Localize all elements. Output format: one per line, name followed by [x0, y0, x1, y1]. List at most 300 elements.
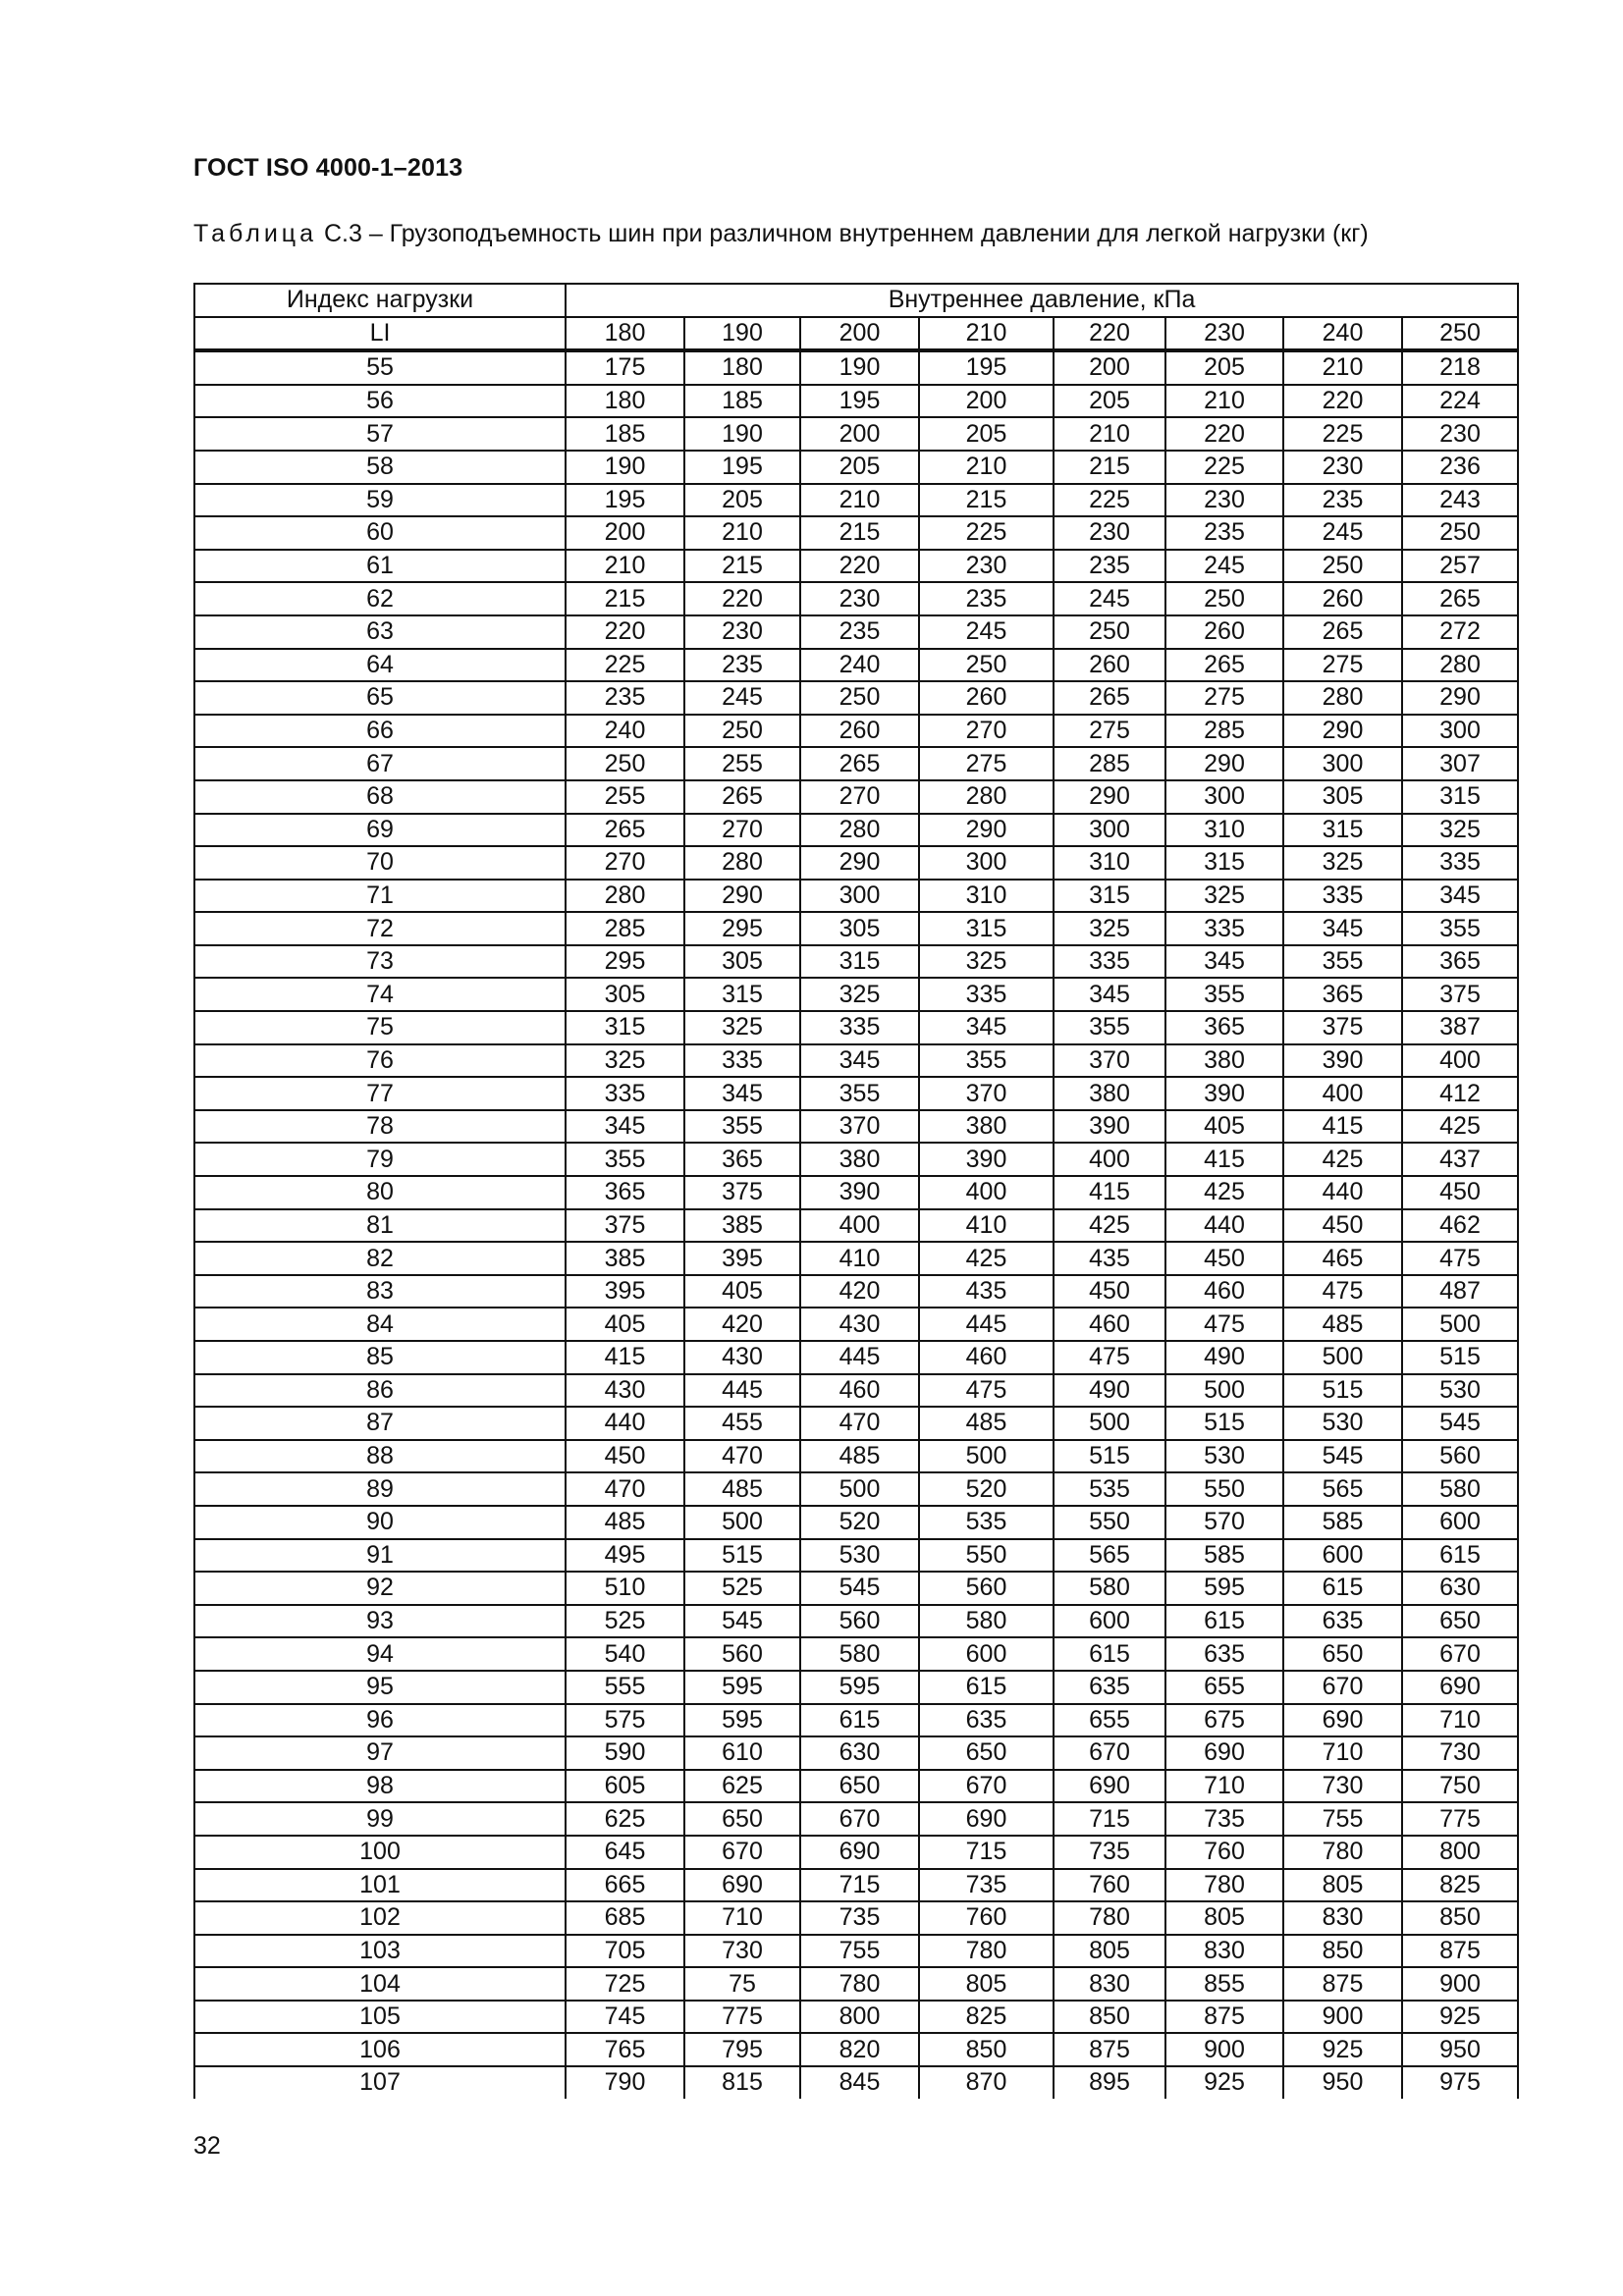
- load-capacity-cell: 530: [1402, 1374, 1518, 1408]
- load-capacity-cell: 295: [566, 945, 684, 979]
- load-capacity-cell: 975: [1402, 2066, 1518, 2099]
- load-capacity-cell: 500: [919, 1440, 1054, 1473]
- load-capacity-cell: 460: [1054, 1308, 1165, 1341]
- pressure-column-header: 190: [684, 317, 800, 351]
- load-index-cell: 96: [194, 1704, 566, 1737]
- load-capacity-cell: 250: [1283, 550, 1402, 583]
- load-index-cell: 90: [194, 1506, 566, 1539]
- load-capacity-cell: 255: [684, 747, 800, 780]
- load-capacity-cell: 235: [1165, 516, 1283, 550]
- load-capacity-cell: 245: [1165, 550, 1283, 583]
- load-capacity-cell: 650: [800, 1770, 919, 1803]
- load-capacity-cell: 345: [566, 1110, 684, 1144]
- load-capacity-cell: 245: [1054, 582, 1165, 615]
- load-capacity-cell: 355: [1283, 945, 1402, 979]
- load-capacity-cell: 380: [919, 1110, 1054, 1144]
- load-capacity-cell: 290: [1402, 681, 1518, 715]
- load-capacity-cell: 370: [1054, 1044, 1165, 1078]
- load-capacity-cell: 550: [1165, 1472, 1283, 1506]
- load-capacity-cell: 690: [800, 1836, 919, 1869]
- load-capacity-cell: 565: [1054, 1539, 1165, 1573]
- load-capacity-cell: 400: [1402, 1044, 1518, 1078]
- load-capacity-cell: 240: [800, 649, 919, 682]
- load-capacity-table: [193, 283, 1519, 2099]
- table-row: [194, 2066, 1518, 2099]
- load-capacity-cell: 530: [800, 1539, 919, 1573]
- load-capacity-cell: 655: [1054, 1704, 1165, 1737]
- load-capacity-cell: 565: [1283, 1472, 1402, 1506]
- load-index-cell: 106: [194, 2033, 566, 2066]
- load-capacity-cell: 305: [800, 912, 919, 945]
- load-capacity-cell: 390: [800, 1176, 919, 1209]
- load-capacity-cell: 280: [566, 880, 684, 913]
- load-capacity-cell: 485: [684, 1472, 800, 1506]
- table-row: [194, 1440, 1518, 1473]
- load-capacity-cell: 250: [1165, 582, 1283, 615]
- load-capacity-cell: 545: [800, 1572, 919, 1605]
- load-capacity-cell: 315: [1165, 846, 1283, 880]
- load-capacity-cell: 236: [1402, 451, 1518, 484]
- load-capacity-cell: 825: [919, 2001, 1054, 2034]
- table-row: [194, 1077, 1518, 1110]
- load-capacity-cell: 215: [919, 484, 1054, 517]
- load-capacity-cell: 510: [566, 1572, 684, 1605]
- load-capacity-cell: 495: [566, 1539, 684, 1573]
- load-capacity-cell: 260: [1283, 582, 1402, 615]
- load-index-cell: 58: [194, 451, 566, 484]
- load-capacity-cell: 224: [1402, 385, 1518, 418]
- load-capacity-cell: 190: [684, 417, 800, 451]
- load-capacity-cell: 370: [800, 1110, 919, 1144]
- load-capacity-cell: 870: [919, 2066, 1054, 2099]
- load-capacity-cell: 265: [800, 747, 919, 780]
- table-row: [194, 1044, 1518, 1078]
- table-row: [194, 1176, 1518, 1209]
- load-capacity-cell: 760: [1165, 1836, 1283, 1869]
- load-capacity-cell: 615: [1054, 1637, 1165, 1671]
- load-capacity-cell: 325: [684, 1011, 800, 1044]
- load-capacity-cell: 280: [919, 780, 1054, 814]
- load-capacity-cell: 215: [566, 582, 684, 615]
- load-capacity-cell: 390: [1165, 1077, 1283, 1110]
- load-capacity-cell: 450: [1283, 1209, 1402, 1243]
- load-capacity-cell: 425: [1165, 1176, 1283, 1209]
- load-capacity-cell: 295: [684, 912, 800, 945]
- table-row: [194, 1209, 1518, 1243]
- load-capacity-cell: 265: [1165, 649, 1283, 682]
- load-capacity-cell: 205: [800, 451, 919, 484]
- load-capacity-cell: 405: [566, 1308, 684, 1341]
- load-capacity-cell: 540: [566, 1637, 684, 1671]
- load-capacity-cell: 525: [684, 1572, 800, 1605]
- load-capacity-cell: 240: [566, 715, 684, 748]
- load-capacity-cell: 210: [1054, 417, 1165, 451]
- load-capacity-cell: 435: [919, 1275, 1054, 1308]
- load-capacity-cell: 270: [919, 715, 1054, 748]
- load-capacity-cell: 715: [800, 1869, 919, 1902]
- load-index-cell: 74: [194, 978, 566, 1011]
- load-capacity-cell: 735: [1054, 1836, 1165, 1869]
- table-caption-text: С.3 – Грузоподъемность шин при различном внутреннем давлении для легкой нагрузки (кг): [317, 220, 1369, 247]
- load-capacity-cell: 685: [566, 1901, 684, 1935]
- load-capacity-cell: 220: [566, 615, 684, 649]
- load-capacity-cell: 315: [1054, 880, 1165, 913]
- table-row: [194, 1704, 1518, 1737]
- load-capacity-cell: 560: [919, 1572, 1054, 1605]
- load-capacity-cell: 485: [566, 1506, 684, 1539]
- load-capacity-cell: 275: [1283, 649, 1402, 682]
- load-capacity-cell: 490: [1165, 1341, 1283, 1374]
- load-capacity-cell: 800: [800, 2001, 919, 2034]
- load-capacity-cell: 925: [1402, 2001, 1518, 2034]
- load-capacity-cell: 200: [566, 516, 684, 550]
- load-capacity-cell: 365: [1165, 1011, 1283, 1044]
- load-capacity-cell: 260: [919, 681, 1054, 715]
- load-capacity-cell: 400: [800, 1209, 919, 1243]
- load-capacity-cell: 235: [800, 615, 919, 649]
- table-row: [194, 1605, 1518, 1638]
- table-row: [194, 615, 1518, 649]
- load-capacity-cell: 230: [1283, 451, 1402, 484]
- pressure-column-header: 210: [919, 317, 1054, 351]
- load-index-cell: 81: [194, 1209, 566, 1243]
- table-row: [194, 1308, 1518, 1341]
- load-capacity-cell: 235: [566, 681, 684, 715]
- load-index-cell: 78: [194, 1110, 566, 1144]
- load-capacity-cell: 900: [1165, 2033, 1283, 2066]
- table-row: [194, 1802, 1518, 1836]
- load-capacity-cell: 205: [1165, 350, 1283, 385]
- load-capacity-cell: 200: [800, 417, 919, 451]
- table-row: [194, 747, 1518, 780]
- load-capacity-cell: 425: [1054, 1209, 1165, 1243]
- table-row: [194, 1736, 1518, 1770]
- load-capacity-cell: 775: [684, 2001, 800, 2034]
- load-capacity-cell: 250: [919, 649, 1054, 682]
- load-capacity-cell: 900: [1402, 1967, 1518, 2001]
- load-capacity-cell: 460: [1165, 1275, 1283, 1308]
- load-capacity-cell: 300: [1054, 814, 1165, 847]
- load-capacity-cell: 560: [800, 1605, 919, 1638]
- load-capacity-cell: 185: [684, 385, 800, 418]
- load-capacity-cell: 437: [1402, 1143, 1518, 1176]
- load-capacity-cell: 650: [919, 1736, 1054, 1770]
- load-capacity-cell: 815: [684, 2066, 800, 2099]
- load-capacity-cell: 585: [1283, 1506, 1402, 1539]
- table-row: [194, 1836, 1518, 1869]
- load-capacity-cell: 225: [1283, 417, 1402, 451]
- load-capacity-cell: 387: [1402, 1011, 1518, 1044]
- load-capacity-cell: 425: [1283, 1143, 1402, 1176]
- load-capacity-cell: 445: [919, 1308, 1054, 1341]
- table-row: [194, 1341, 1518, 1374]
- load-index-cell: 55: [194, 350, 566, 385]
- table-row: [194, 1242, 1518, 1275]
- load-capacity-cell: 300: [1165, 780, 1283, 814]
- load-capacity-cell: 735: [800, 1901, 919, 1935]
- table-row: [194, 1637, 1518, 1671]
- load-capacity-cell: 220: [684, 582, 800, 615]
- load-capacity-cell: 535: [1054, 1472, 1165, 1506]
- load-capacity-cell: 195: [684, 451, 800, 484]
- load-capacity-cell: 185: [566, 417, 684, 451]
- load-capacity-cell: 515: [1402, 1341, 1518, 1374]
- load-capacity-cell: 455: [684, 1407, 800, 1440]
- load-capacity-cell: 235: [1283, 484, 1402, 517]
- load-capacity-cell: 500: [1054, 1407, 1165, 1440]
- load-capacity-cell: 630: [1402, 1572, 1518, 1605]
- load-capacity-cell: 780: [800, 1967, 919, 2001]
- table-row: [194, 945, 1518, 979]
- load-capacity-cell: 345: [684, 1077, 800, 1110]
- pressure-header: Внутреннее давление, кПа: [566, 284, 1518, 317]
- load-capacity-cell: 635: [919, 1704, 1054, 1737]
- load-capacity-cell: 670: [1283, 1671, 1402, 1704]
- load-capacity-cell: 780: [1054, 1901, 1165, 1935]
- load-index-cell: 87: [194, 1407, 566, 1440]
- load-capacity-cell: 805: [919, 1967, 1054, 2001]
- load-capacity-cell: 875: [1054, 2033, 1165, 2066]
- load-capacity-cell: 485: [800, 1440, 919, 1473]
- load-capacity-cell: 895: [1054, 2066, 1165, 2099]
- load-capacity-cell: 790: [566, 2066, 684, 2099]
- load-capacity-cell: 270: [566, 846, 684, 880]
- load-index-cell: 59: [194, 484, 566, 517]
- load-capacity-cell: 230: [1402, 417, 1518, 451]
- load-capacity-cell: 305: [566, 978, 684, 1011]
- load-capacity-cell: 400: [919, 1176, 1054, 1209]
- load-capacity-cell: 735: [919, 1869, 1054, 1902]
- load-index-cell: 100: [194, 1836, 566, 1869]
- load-capacity-cell: 250: [800, 681, 919, 715]
- load-capacity-cell: 365: [566, 1176, 684, 1209]
- load-capacity-cell: 195: [566, 484, 684, 517]
- load-capacity-cell: 490: [1054, 1374, 1165, 1408]
- load-index-cell: 107: [194, 2066, 566, 2099]
- load-capacity-cell: 175: [566, 350, 684, 385]
- load-capacity-cell: 730: [684, 1935, 800, 1968]
- load-capacity-cell: 900: [1283, 2001, 1402, 2034]
- load-capacity-cell: 230: [1054, 516, 1165, 550]
- load-capacity-cell: 390: [1283, 1044, 1402, 1078]
- load-capacity-cell: 615: [919, 1671, 1054, 1704]
- load-capacity-cell: 600: [1283, 1539, 1402, 1573]
- pressure-column-header: 250: [1402, 317, 1518, 351]
- table-row: [194, 451, 1518, 484]
- load-capacity-cell: 550: [919, 1539, 1054, 1573]
- pressure-column-header: 240: [1283, 317, 1402, 351]
- table-row: [194, 350, 1518, 385]
- load-capacity-cell: 765: [566, 2033, 684, 2066]
- load-capacity-cell: 730: [1283, 1770, 1402, 1803]
- load-capacity-cell: 670: [1402, 1637, 1518, 1671]
- load-capacity-cell: 585: [1165, 1539, 1283, 1573]
- load-capacity-cell: 470: [800, 1407, 919, 1440]
- load-capacity-cell: 315: [1402, 780, 1518, 814]
- load-capacity-cell: 520: [800, 1506, 919, 1539]
- table-row: [194, 1572, 1518, 1605]
- load-capacity-cell: 830: [1165, 1935, 1283, 1968]
- load-capacity-cell: 335: [919, 978, 1054, 1011]
- load-capacity-cell: 645: [566, 1836, 684, 1869]
- load-capacity-cell: 345: [1054, 978, 1165, 1011]
- load-index-cell: 73: [194, 945, 566, 979]
- load-capacity-cell: 855: [1165, 1967, 1283, 2001]
- table-row: [194, 1143, 1518, 1176]
- load-capacity-cell: 310: [1165, 814, 1283, 847]
- load-capacity-cell: 665: [566, 1869, 684, 1902]
- load-capacity-cell: 820: [800, 2033, 919, 2066]
- table-row: [194, 2033, 1518, 2066]
- load-capacity-cell: 335: [1283, 880, 1402, 913]
- load-capacity-cell: 690: [684, 1869, 800, 1902]
- load-capacity-cell: 245: [684, 681, 800, 715]
- load-capacity-cell: 460: [800, 1374, 919, 1408]
- load-capacity-cell: 375: [566, 1209, 684, 1243]
- table-row: [194, 2001, 1518, 2034]
- load-capacity-cell: 243: [1402, 484, 1518, 517]
- load-capacity-cell: 830: [1283, 1901, 1402, 1935]
- load-capacity-cell: 395: [566, 1275, 684, 1308]
- load-capacity-cell: 475: [1054, 1341, 1165, 1374]
- load-capacity-cell: 355: [1165, 978, 1283, 1011]
- load-capacity-cell: 210: [684, 516, 800, 550]
- load-index-cell: 68: [194, 780, 566, 814]
- load-capacity-cell: 470: [566, 1472, 684, 1506]
- load-index-cell: 70: [194, 846, 566, 880]
- load-capacity-cell: 520: [919, 1472, 1054, 1506]
- load-capacity-cell: 850: [1402, 1901, 1518, 1935]
- load-capacity-cell: 430: [566, 1374, 684, 1408]
- load-capacity-cell: 235: [919, 582, 1054, 615]
- load-index-cell: 97: [194, 1736, 566, 1770]
- load-capacity-cell: 405: [684, 1275, 800, 1308]
- load-capacity-cell: 485: [1283, 1308, 1402, 1341]
- table-row: [194, 814, 1518, 847]
- load-capacity-cell: 412: [1402, 1077, 1518, 1110]
- table-row: [194, 1407, 1518, 1440]
- load-capacity-cell: 690: [1283, 1704, 1402, 1737]
- load-capacity-cell: 355: [1054, 1011, 1165, 1044]
- load-capacity-cell: 595: [684, 1671, 800, 1704]
- load-capacity-cell: 830: [1054, 1967, 1165, 2001]
- load-capacity-cell: 600: [919, 1637, 1054, 1671]
- load-capacity-cell: 390: [919, 1143, 1054, 1176]
- load-capacity-cell: 325: [1283, 846, 1402, 880]
- load-capacity-cell: 530: [1165, 1440, 1283, 1473]
- load-capacity-cell: 375: [684, 1176, 800, 1209]
- load-capacity-cell: 415: [1283, 1110, 1402, 1144]
- load-index-cell: 56: [194, 385, 566, 418]
- load-capacity-cell: 487: [1402, 1275, 1518, 1308]
- table-row: [194, 1935, 1518, 1968]
- load-index-cell: 99: [194, 1802, 566, 1836]
- load-capacity-cell: 180: [684, 350, 800, 385]
- load-capacity-cell: 200: [919, 385, 1054, 418]
- load-capacity-cell: 460: [919, 1341, 1054, 1374]
- load-capacity-cell: 265: [1402, 582, 1518, 615]
- load-capacity-cell: 500: [1402, 1308, 1518, 1341]
- load-capacity-cell: 355: [919, 1044, 1054, 1078]
- load-capacity-cell: 300: [1283, 747, 1402, 780]
- table-caption: [193, 218, 1517, 249]
- load-capacity-cell: 760: [919, 1901, 1054, 1935]
- load-capacity-cell: 465: [1283, 1242, 1402, 1275]
- load-capacity-cell: 275: [919, 747, 1054, 780]
- table-row: [194, 780, 1518, 814]
- load-capacity-cell: 290: [1283, 715, 1402, 748]
- load-capacity-cell: 515: [684, 1539, 800, 1573]
- load-index-cell: 82: [194, 1242, 566, 1275]
- table-row: [194, 1506, 1518, 1539]
- load-capacity-cell: 290: [684, 880, 800, 913]
- load-capacity-cell: 925: [1283, 2033, 1402, 2066]
- load-capacity-cell: 335: [800, 1011, 919, 1044]
- load-index-cell: 69: [194, 814, 566, 847]
- load-capacity-cell: 462: [1402, 1209, 1518, 1243]
- load-capacity-cell: 245: [919, 615, 1054, 649]
- load-capacity-cell: 450: [1165, 1242, 1283, 1275]
- load-capacity-cell: 650: [684, 1802, 800, 1836]
- load-index-cell: 91: [194, 1539, 566, 1573]
- load-capacity-cell: 670: [684, 1836, 800, 1869]
- load-capacity-cell: 215: [684, 550, 800, 583]
- load-capacity-cell: 225: [566, 649, 684, 682]
- table-row: [194, 1539, 1518, 1573]
- load-capacity-cell: 850: [919, 2033, 1054, 2066]
- load-capacity-cell: 280: [1283, 681, 1402, 715]
- load-capacity-cell: 345: [800, 1044, 919, 1078]
- load-capacity-cell: 610: [684, 1736, 800, 1770]
- load-capacity-cell: 710: [1402, 1704, 1518, 1737]
- load-index-cell: 94: [194, 1637, 566, 1671]
- load-capacity-cell: 280: [1402, 649, 1518, 682]
- load-capacity-cell: 775: [1402, 1802, 1518, 1836]
- load-capacity-cell: 210: [1165, 385, 1283, 418]
- table-row: [194, 516, 1518, 550]
- load-capacity-cell: 560: [684, 1637, 800, 1671]
- load-capacity-cell: 390: [1054, 1110, 1165, 1144]
- load-capacity-cell: 805: [1165, 1901, 1283, 1935]
- load-capacity-cell: 435: [1054, 1242, 1165, 1275]
- load-capacity-cell: 345: [919, 1011, 1054, 1044]
- load-index-cell: 77: [194, 1077, 566, 1110]
- load-capacity-cell: 325: [1402, 814, 1518, 847]
- load-capacity-cell: 355: [800, 1077, 919, 1110]
- load-capacity-cell: 415: [1165, 1143, 1283, 1176]
- load-capacity-cell: 275: [1165, 681, 1283, 715]
- load-capacity-cell: 265: [684, 780, 800, 814]
- load-capacity-cell: 195: [800, 385, 919, 418]
- load-capacity-cell: 325: [919, 945, 1054, 979]
- load-capacity-cell: 380: [1054, 1077, 1165, 1110]
- load-capacity-cell: 450: [1402, 1176, 1518, 1209]
- load-capacity-cell: 260: [800, 715, 919, 748]
- load-capacity-cell: 345: [1165, 945, 1283, 979]
- load-capacity-cell: 580: [800, 1637, 919, 1671]
- table-row: [194, 1901, 1518, 1935]
- load-index-cell: 63: [194, 615, 566, 649]
- load-capacity-cell: 650: [1402, 1605, 1518, 1638]
- load-capacity-cell: 410: [919, 1209, 1054, 1243]
- load-capacity-cell: 300: [800, 880, 919, 913]
- table-row: [194, 912, 1518, 945]
- load-capacity-cell: 795: [684, 2033, 800, 2066]
- load-capacity-cell: 280: [684, 846, 800, 880]
- load-capacity-cell: 440: [1165, 1209, 1283, 1243]
- load-capacity-cell: 250: [684, 715, 800, 748]
- load-capacity-cell: 385: [566, 1242, 684, 1275]
